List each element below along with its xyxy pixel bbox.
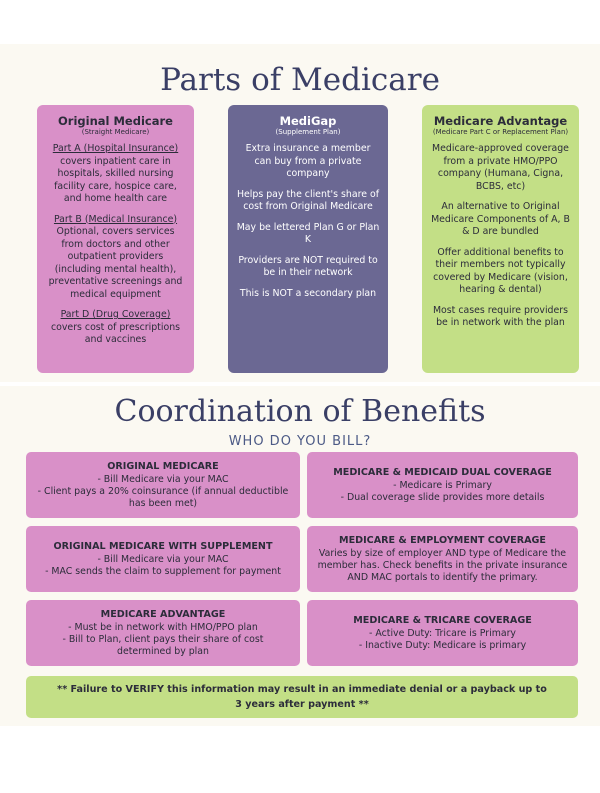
coordination-of-benefits-panel: [0, 386, 600, 726]
box-line: - Bill to Plan, client pays their share of cost determined by plan: [62, 634, 264, 657]
box-line: - Inactive Duty: Medicare is primary: [358, 640, 527, 651]
advantage-item: Medicare-approved coverage from a private HMO/PPO company (Humana, Cigna, BCBS, etc): [432, 143, 569, 192]
box-title: ORIGINAL MEDICARE WITH SUPPLEMENT: [53, 541, 273, 552]
original-medicare-subtitle: (Straight Medicare): [81, 128, 150, 136]
medigap-card: [228, 105, 388, 373]
medigap-item: Providers are NOT required to be in their network: [238, 254, 378, 278]
box-line: - Bill Medicare via your MAC: [97, 554, 229, 565]
box-line: - Medicare is Primary: [393, 480, 492, 491]
advantage-item: An alternative to Original Medicare Components of A, B & D are bundled: [431, 201, 570, 237]
medicare-advantage-subtitle: (Medicare Part C or Replacement Plan): [432, 128, 569, 136]
verification-warning: ** Failure to VERIFY this information may result in an immediate denial or a payback up to 3 years after payment **: [26, 676, 578, 718]
box-line: - Dual coverage slide provides more details: [340, 492, 545, 503]
box-line: - Must be in network with HMO/PPO plan: [68, 622, 258, 633]
medigap-item: This is NOT a secondary plan: [239, 287, 377, 299]
box-line: - Client pays a 20% coinsurance (if annual deductible has been met): [37, 486, 289, 509]
medigap-item: Extra insurance a member can buy from a private company: [245, 143, 371, 179]
original-medicare-card: [37, 105, 194, 373]
original-medicare-box: [26, 452, 300, 518]
medigap-subtitle: (Supplement Plan): [275, 128, 341, 136]
medigap-title: MediGap: [279, 114, 337, 128]
part-a-block: [45, 143, 186, 206]
medigap-item: May be lettered Plan G or Plan K: [236, 221, 380, 245]
box-title: MEDICARE & TRICARE COVERAGE: [353, 615, 532, 626]
part-a-text: covers inpatient care in hospitals, skilled nursing facility care, hospice care, and home health care: [54, 155, 177, 204]
dual-coverage-box: [307, 452, 578, 518]
part-b-text: Optional, covers services from doctors and other outpatient providers (including mental health), preventative screenings and medical equipment: [48, 226, 183, 300]
original-with-supplement-box: [26, 526, 300, 592]
medicare-advantage-box: [26, 600, 300, 666]
original-medicare-title: Original Medicare: [58, 114, 173, 128]
parts-of-medicare-panel: [0, 44, 600, 382]
advantage-item: Offer additional benefits to their members not typically covered by Medicare (vision, hearing & dental): [433, 246, 568, 295]
box-line: - Active Duty: Tricare is Primary: [369, 628, 516, 639]
medicare-advantage-card: [422, 105, 579, 373]
box-line: Varies by size of employer AND type of Medicare the member has. Check benefits in the private insurance AND MAC portals to identify the primary.: [317, 548, 568, 583]
part-a-label: Part A (Hospital Insurance): [52, 143, 179, 154]
part-d-text: covers cost of prescriptions and vaccines: [50, 321, 181, 345]
box-title: MEDICARE & EMPLOYMENT COVERAGE: [339, 535, 546, 546]
part-d-block: [45, 309, 186, 347]
box-title: ORIGINAL MEDICARE: [107, 461, 219, 472]
coordination-subtitle: WHO DO YOU BILL?: [228, 434, 372, 449]
box-line: - Bill Medicare via your MAC: [97, 474, 229, 485]
coordination-title: Coordination of Benefits: [114, 394, 486, 429]
tricare-coverage-box: [307, 600, 578, 666]
part-d-label: Part D (Drug Coverage): [60, 309, 171, 320]
box-title: MEDICARE ADVANTAGE: [100, 609, 226, 620]
part-b-label: Part B (Medical Insurance): [53, 213, 178, 225]
part-b-block: [45, 214, 186, 302]
box-line: - MAC sends the claim to supplement for payment: [45, 566, 281, 577]
employment-coverage-box: [307, 526, 578, 592]
medigap-item: Helps pay the client's share of cost from Original Medicare: [236, 188, 380, 212]
box-title: MEDICARE & MEDICAID DUAL COVERAGE: [333, 467, 552, 478]
advantage-item: Most cases require providers be in network with the plan: [432, 304, 569, 328]
parts-of-medicare-title: Parts of Medicare: [160, 62, 440, 98]
medicare-advantage-title: Medicare Advantage: [433, 114, 568, 128]
